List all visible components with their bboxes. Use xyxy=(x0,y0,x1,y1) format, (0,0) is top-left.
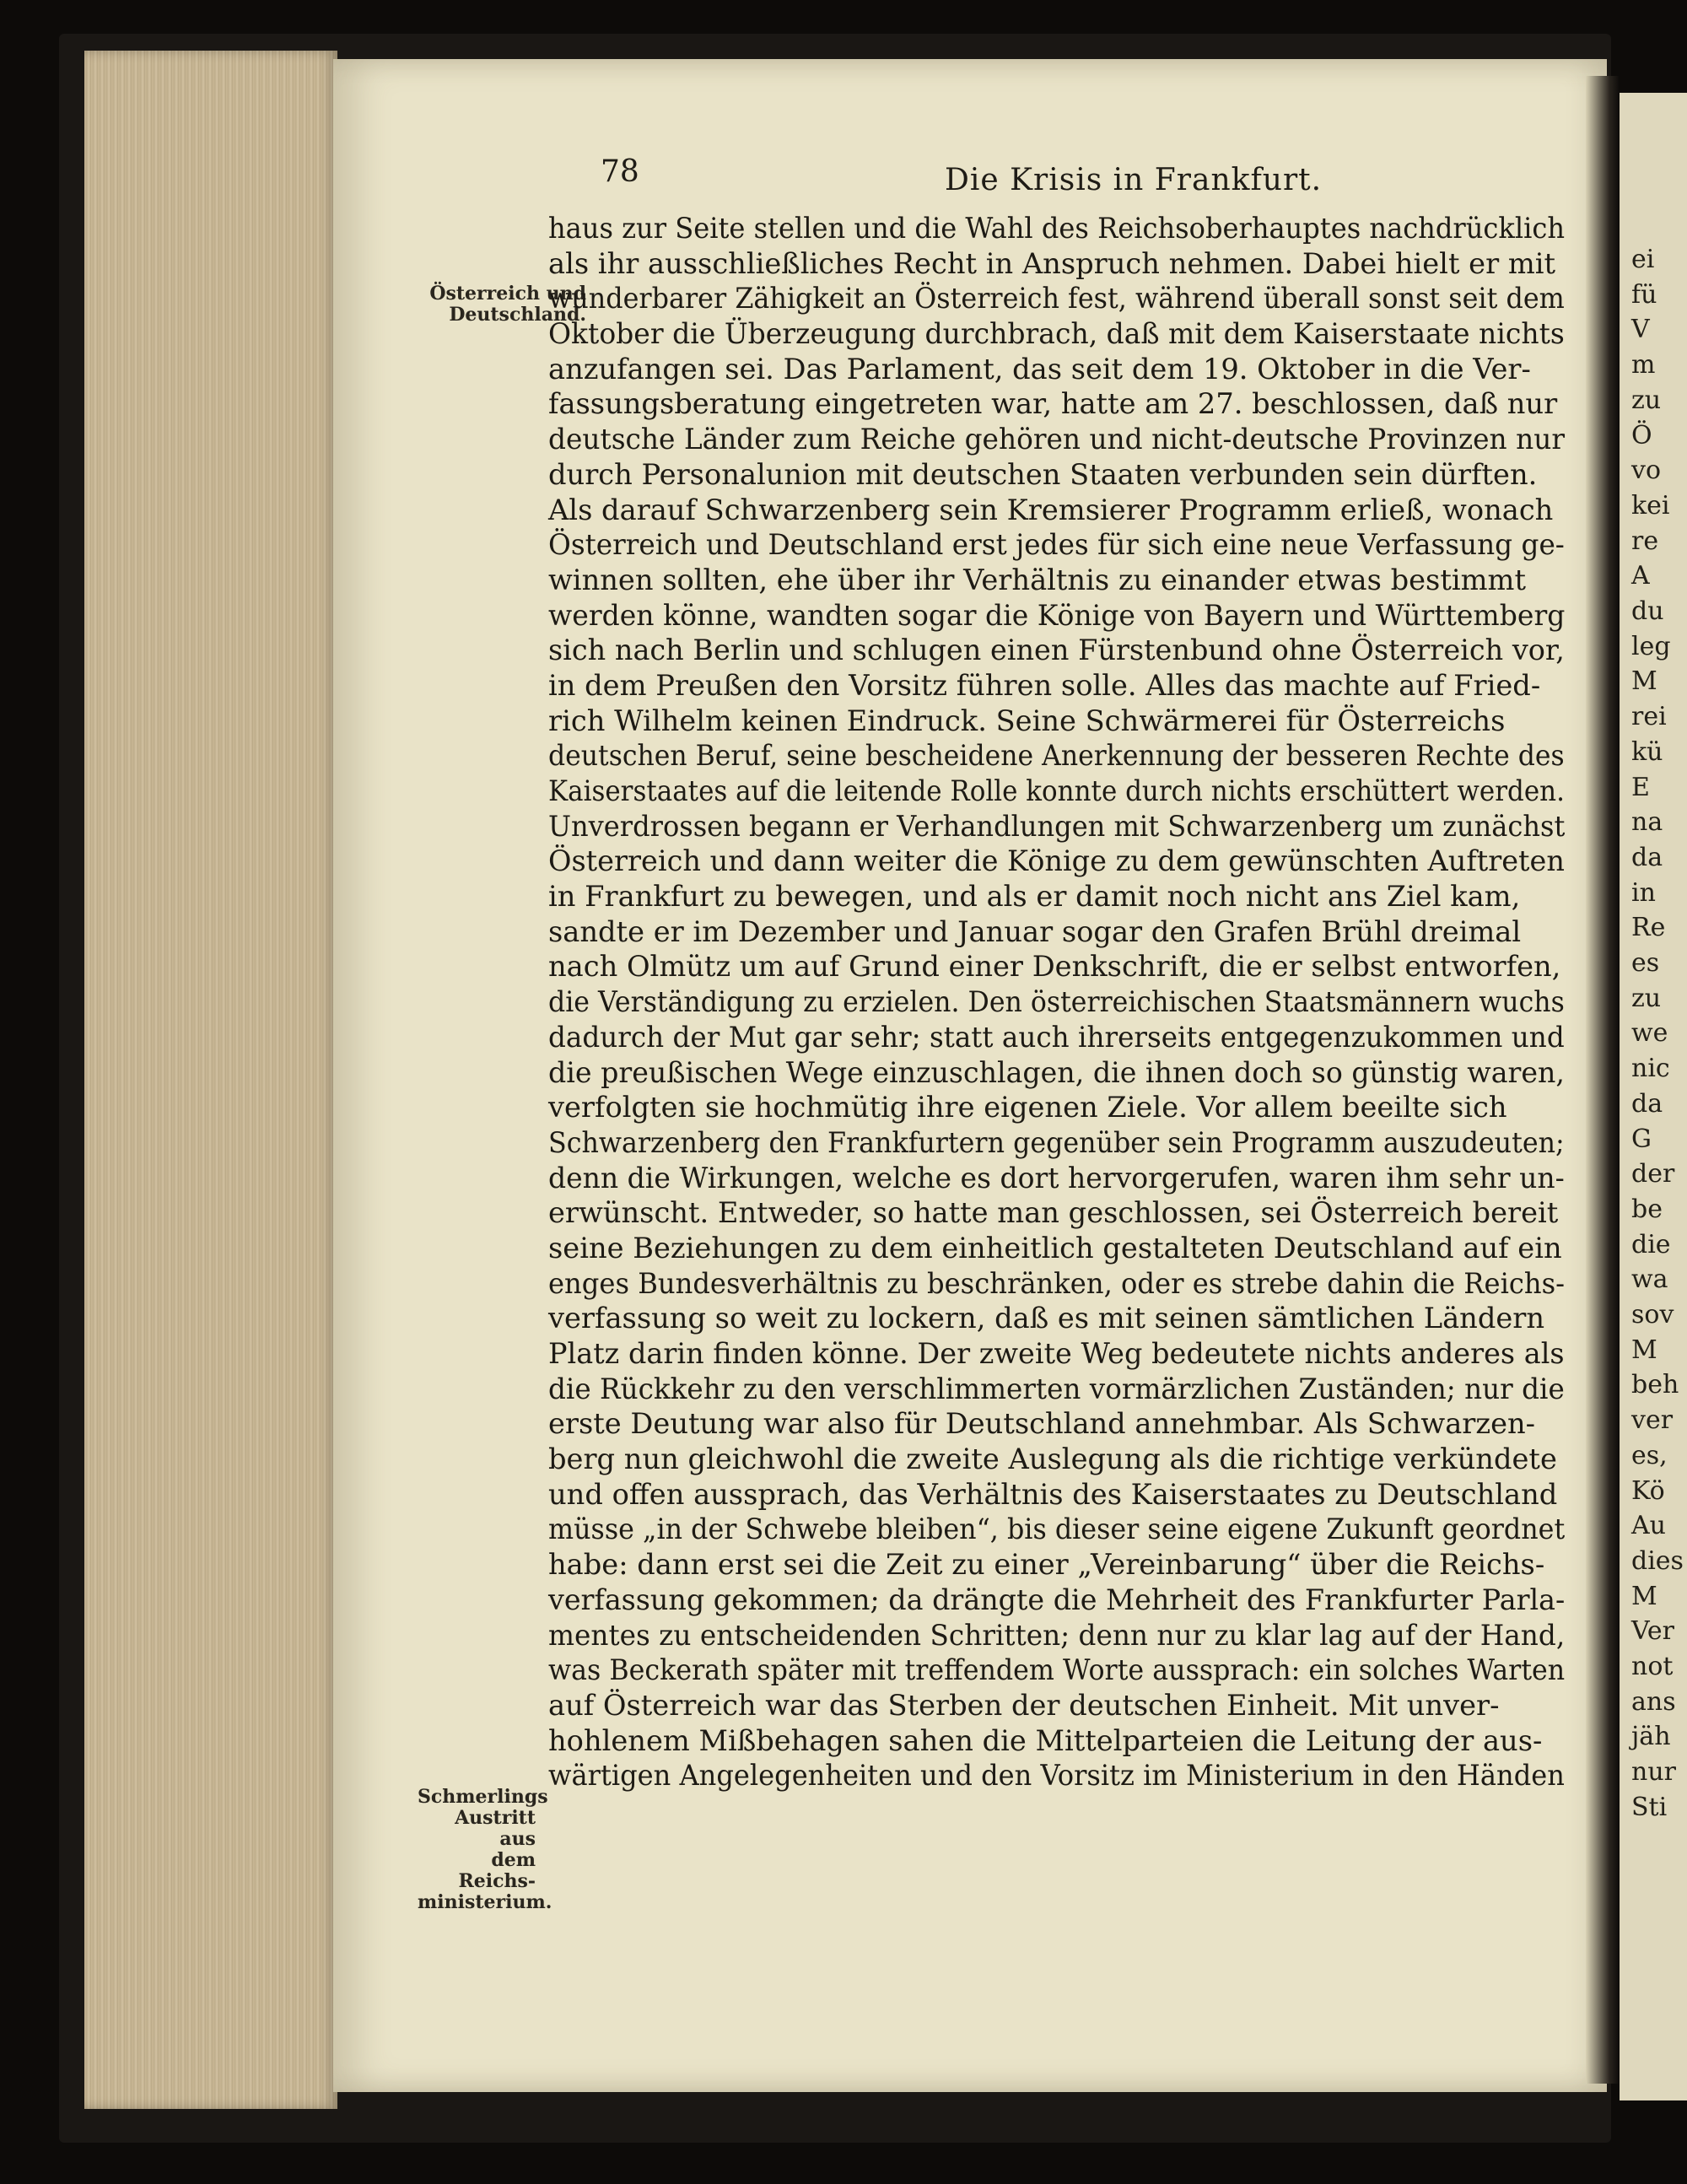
facing-page-line: Ö xyxy=(1631,420,1652,450)
body-line: hohlenem Mißbehagen sahen die Mittelparteien die Leitung der aus- xyxy=(548,1723,1543,1757)
side-note-line: Austritt aus xyxy=(455,1807,536,1850)
side-note-line: Deutschland. xyxy=(449,304,586,326)
body-line: Unverdrossen begann er Verhandlungen mit Schwarzenberg um zunächst xyxy=(548,809,1566,843)
facing-page-line: du xyxy=(1631,596,1664,626)
facing-page-line: ver xyxy=(1631,1405,1674,1436)
facing-page-line: es, xyxy=(1631,1440,1668,1470)
facing-page-line: zu xyxy=(1631,385,1662,415)
facing-page-line: M xyxy=(1631,1335,1657,1365)
body-line: die preußischen Wege einzuschlagen, die ihnen doch so günstig waren, xyxy=(548,1055,1565,1089)
facing-page-line: Ver xyxy=(1631,1616,1675,1647)
body-line: Als darauf Schwarzenberg sein Kremsierer Programm erließ, wonach xyxy=(548,493,1554,526)
body-line: anzufangen sei. Das Parlament, das seit dem 19. Oktober in die Ver- xyxy=(548,352,1531,386)
body-line: denn die Wirkungen, welche es dort hervorgerufen, waren ihm sehr un- xyxy=(548,1161,1565,1194)
body-line: haus zur Seite stellen und die Wahl des Reichsoberhauptes nachdrücklich xyxy=(548,212,1565,245)
facing-page-line: kü xyxy=(1631,736,1663,767)
facing-page-line: in xyxy=(1631,877,1656,908)
body-line: sandte er im Dezember und Januar sogar den Grafen Brühl dreimal xyxy=(548,914,1522,948)
book-gutter xyxy=(1586,76,1620,2084)
body-line: enges Bundesverhältnis zu beschränken, oder es strebe dahin die Reichs- xyxy=(548,1266,1566,1300)
facing-page-line: re xyxy=(1631,526,1659,556)
body-line: Österreich und dann weiter die Könige zu dem gewünschten Auftreten xyxy=(548,844,1565,878)
body-text xyxy=(548,211,1569,1793)
facing-page-line: rei xyxy=(1631,702,1667,732)
facing-page-line: vo xyxy=(1631,456,1662,486)
body-line: verfolgten sie hochmütig ihre eigenen Ziele. Vor allem beeilte sich xyxy=(548,1091,1507,1124)
body-line: erwünscht. Entweder, so hatte man geschlossen, sei Österreich bereit xyxy=(548,1196,1559,1230)
body-line: die Verständigung zu erzielen. Den österreichischen Staatsmännern wuchs xyxy=(548,985,1565,1019)
facing-page-line: der xyxy=(1631,1159,1675,1189)
body-line: Platz darin finden könne. Der zweite Weg bedeutete nichts anderes als xyxy=(548,1337,1565,1370)
body-line: erste Deutung war also für Deutschland annehmbar. Als Schwarzen- xyxy=(548,1407,1536,1441)
body-line: deutschen Beruf, seine bescheidene Anerkennung der besseren Rechte des xyxy=(548,739,1565,773)
facing-page-line: ans xyxy=(1631,1686,1676,1717)
facing-page-line: jäh xyxy=(1631,1722,1671,1752)
body-line: sich nach Berlin und schlugen einen Fürstenbund ohne Österreich vor, xyxy=(548,634,1565,667)
body-line: deutsche Länder zum Reiche gehören und nicht-deutsche Provinzen nur xyxy=(548,423,1566,456)
facing-page-line: kei xyxy=(1631,490,1670,520)
body-line: durch Personalunion mit deutschen Staaten verbunden sein dürften. xyxy=(548,457,1538,491)
running-title: Die Krisis in Frankfurt. xyxy=(945,163,1323,197)
facing-page-line: Re xyxy=(1631,913,1666,943)
body-line: Schwarzenberg den Frankfurtern gegenüber sein Programm auszudeuten; xyxy=(548,1125,1565,1159)
facing-page-line: G xyxy=(1631,1124,1652,1154)
body-line: wärtigen Angelegenheiten und den Vorsitz im Ministerium in den Händen xyxy=(548,1759,1565,1793)
body-line: nach Olmütz um auf Grund einer Denkschrift, die er selbst entworfen, xyxy=(548,950,1561,984)
page-number: 78 xyxy=(601,154,639,189)
body-line: die Rückkehr zu den verschlimmerten vormärzlichen Zuständen; nur die xyxy=(548,1372,1565,1405)
body-line: Österreich und Deutschland erst jedes für sich eine neue Verfassung ge- xyxy=(548,528,1565,562)
body-line: rich Wilhelm keinen Eindruck. Seine Schwärmerei für Österreichs xyxy=(548,704,1506,737)
facing-page-line: wa xyxy=(1631,1265,1668,1295)
facing-page-line: not xyxy=(1631,1652,1674,1681)
facing-page-line: m xyxy=(1631,350,1656,380)
body-line: Oktober die Überzeugung durchbrach, daß mit dem Kaiserstaate nichts xyxy=(548,317,1565,351)
body-line: verfassung gekommen; da drängte die Mehrheit des Frankfurter Parla- xyxy=(548,1583,1566,1616)
facing-page-line: zu xyxy=(1631,983,1662,1013)
facing-page-line: M xyxy=(1631,666,1657,697)
body-line: in Frankfurt zu bewegen, und als er damit noch nicht ans Ziel kam, xyxy=(548,880,1521,914)
body-line: winnen sollten, ehe über ihr Verhältnis zu einander etwas bestimmt xyxy=(548,563,1526,596)
body-line: in dem Preußen den Vorsitz führen solle. Alles das machte auf Fried- xyxy=(548,668,1541,702)
body-line: wunderbarer Zähigkeit an Österreich fest, während überall sonst seit dem xyxy=(548,282,1565,315)
facing-page-line: sov xyxy=(1631,1300,1674,1329)
side-note-line: dem Reichs- xyxy=(458,1849,536,1892)
body-line: und offen aussprach, das Verhältnis des Kaiserstaates zu Deutschland xyxy=(548,1477,1558,1511)
facing-page-line: ei xyxy=(1631,245,1655,274)
body-line: was Beckerath später mit treffendem Worte aussprach: ein solches Warten xyxy=(548,1653,1566,1687)
facing-page-line: nic xyxy=(1631,1054,1670,1084)
facing-page-line: A xyxy=(1631,561,1650,591)
facing-page-line: be xyxy=(1631,1194,1663,1224)
facing-page-line: na xyxy=(1631,807,1663,838)
facing-page-line: nur xyxy=(1631,1757,1676,1788)
facing-page-line: we xyxy=(1631,1018,1668,1049)
facing-page-line: E xyxy=(1631,772,1650,802)
side-note-line: Österreich und xyxy=(429,283,586,305)
body-line: verfassung so weit zu lockern, daß es mit seinen sämtlichen Ländern xyxy=(548,1302,1545,1335)
facing-page-line: die xyxy=(1631,1229,1671,1259)
body-line: berg nun gleichwohl die zweite Auslegung als die richtige verkündete xyxy=(548,1443,1557,1476)
side-note-line: Schmerlings xyxy=(418,1786,548,1808)
body-line: Kaiserstaates auf die leitende Rolle konnte durch nichts erschüttert werden. xyxy=(548,774,1565,807)
facing-page-line: es xyxy=(1631,948,1660,978)
facing-page-line: da xyxy=(1631,1088,1663,1119)
facing-page-line: da xyxy=(1631,842,1663,872)
facing-page-line: Sti xyxy=(1631,1792,1668,1822)
facing-page-line: leg xyxy=(1631,631,1671,661)
body-line: seine Beziehungen zu dem einheitlich gestalteten Deutschland auf ein xyxy=(548,1231,1562,1265)
facing-page-line: Kö xyxy=(1631,1475,1665,1506)
side-note-schmerling xyxy=(418,1786,552,1913)
side-note-line: ministerium. xyxy=(418,1891,552,1913)
body-line: habe: dann erst sei die Zeit zu einer „Vereinbarung“ über die Reichs- xyxy=(548,1548,1545,1582)
body-line: müsse „in der Schwebe bleiben“, bis dieser seine eigene Zukunft geordnet xyxy=(548,1513,1566,1546)
facing-page-line: V xyxy=(1631,315,1650,345)
page-edge-stack xyxy=(84,51,337,2109)
body-line: als ihr ausschließliches Recht in Anspruch nehmen. Dabei hielt er mit xyxy=(548,246,1556,280)
body-line: auf Österreich war das Sterben der deutschen Einheit. Mit unver- xyxy=(548,1688,1500,1722)
facing-page-line: M xyxy=(1631,1581,1657,1611)
body-line: werden könne, wandten sogar die Könige von Bayern und Württemberg xyxy=(548,598,1566,632)
body-line: mentes zu entscheidenden Schritten; denn nur zu klar lag auf der Hand, xyxy=(548,1618,1566,1652)
facing-page-line: dies xyxy=(1631,1545,1684,1576)
body-line: fassungsberatung eingetreten war, hatte am 27. beschlossen, daß nur xyxy=(548,387,1558,421)
body-line: dadurch der Mut gar sehr; statt auch ihrerseits entgegenzukommen und xyxy=(548,1020,1565,1054)
facing-page-line: beh xyxy=(1631,1370,1679,1400)
facing-page-line: Au xyxy=(1631,1511,1666,1541)
facing-page-line: fü xyxy=(1631,279,1657,310)
